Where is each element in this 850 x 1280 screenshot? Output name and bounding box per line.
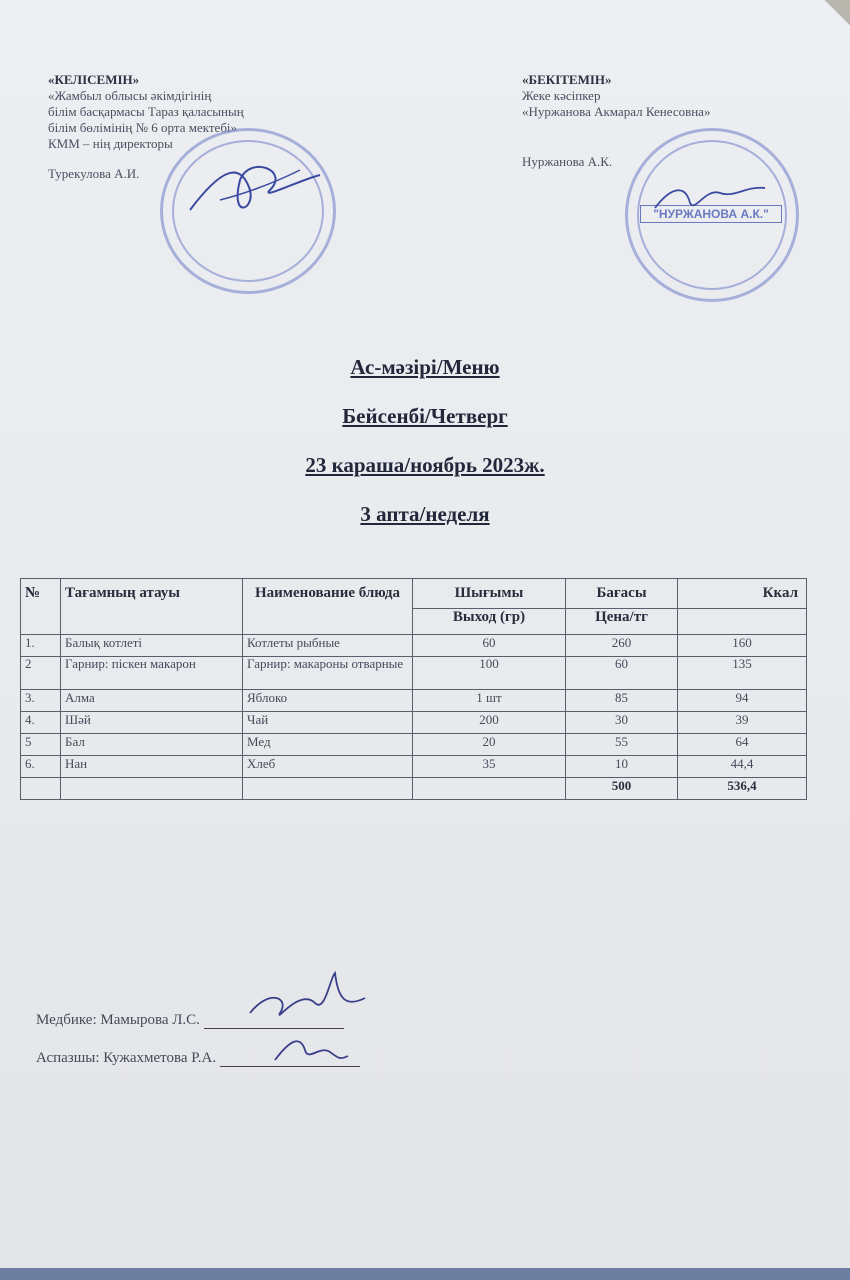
cell-no: 6. xyxy=(21,756,61,778)
seal-name-label: "НУРЖАНОВА А.К." xyxy=(640,205,782,223)
menu-table xyxy=(20,578,807,800)
total-price: 500 xyxy=(566,778,678,800)
cell-price: 260 xyxy=(566,635,678,657)
approver-signature xyxy=(650,178,770,218)
totals-row xyxy=(21,778,807,800)
table-row xyxy=(21,712,807,734)
nurse-signature xyxy=(240,968,370,1028)
menu-title: Ас-мәзірі/Меню xyxy=(350,355,500,379)
cell-kcal: 64 xyxy=(678,734,807,756)
approved-title: «БЕКІТЕМІН» xyxy=(522,72,612,87)
cell-kcal: 160 xyxy=(678,635,807,657)
cell-name-kz: Балық котлеті xyxy=(61,635,243,657)
cell-output: 35 xyxy=(413,756,566,778)
cell-kcal: 94 xyxy=(678,690,807,712)
cell-kcal: 39 xyxy=(678,712,807,734)
cell-name-kz: Шәй xyxy=(61,712,243,734)
table-row xyxy=(21,690,807,712)
table-row xyxy=(21,734,807,756)
cell-price: 10 xyxy=(566,756,678,778)
header-name-kz: Тағамның атауы xyxy=(61,579,243,635)
table-row xyxy=(21,657,807,690)
agreed-line-2: білім басқармасы Тараз қаласының xyxy=(48,104,244,119)
table-row xyxy=(21,756,807,778)
agreed-title: «КЕЛІСЕМІН» xyxy=(48,72,140,87)
cell-price: 60 xyxy=(566,657,678,690)
cell-output: 60 xyxy=(413,635,566,657)
cell-name-ru: Чай xyxy=(243,712,413,734)
approved-line-1: Жеке кәсіпкер xyxy=(522,88,601,103)
agreed-signer: Турекулова А.И. xyxy=(48,166,140,181)
cell-kcal: 44,4 xyxy=(678,756,807,778)
header-output-ru: Выход (гр) xyxy=(413,609,566,635)
cell-name-ru: Котлеты рыбные xyxy=(243,635,413,657)
cell-name-kz: Бал xyxy=(61,734,243,756)
agreed-line-3: білім бөлімінің № 6 орта мектебі» xyxy=(48,120,238,135)
cell-name-ru: Хлеб xyxy=(243,756,413,778)
cell-output: 1 шт xyxy=(413,690,566,712)
cell-no: 2 xyxy=(21,657,61,690)
menu-titles xyxy=(0,352,850,548)
agreed-line-4: КММ – нің директоры xyxy=(48,136,173,151)
header-name-ru: Наименование блюда xyxy=(243,579,413,635)
header-price-ru: Цена/тг xyxy=(566,609,678,635)
menu-day: Бейсенбі/Четверг xyxy=(342,404,508,428)
cell-output: 200 xyxy=(413,712,566,734)
cell-name-kz: Алма xyxy=(61,690,243,712)
header-kcal: Ккал xyxy=(678,579,807,609)
nurse-label: Медбике: Мамырова Л.С. xyxy=(36,1012,200,1028)
cell-price: 55 xyxy=(566,734,678,756)
cook-label: Аспазшы: Кужахметова Р.А. xyxy=(36,1050,217,1066)
agreed-line-1: «Жамбыл облысы әкімдігінің xyxy=(48,88,212,103)
cell-no: 1. xyxy=(21,635,61,657)
cell-price: 85 xyxy=(566,690,678,712)
cell-name-kz: Гарнир: піскен макарон xyxy=(61,657,243,690)
total-kcal: 536,4 xyxy=(678,778,807,800)
cell-price: 30 xyxy=(566,712,678,734)
cell-name-ru: Гарнир: макароны отварные xyxy=(243,657,413,690)
cell-no: 5 xyxy=(21,734,61,756)
table-row xyxy=(21,635,807,657)
header-price-kz: Бағасы xyxy=(566,579,678,609)
cell-kcal: 135 xyxy=(678,657,807,690)
cell-no: 4. xyxy=(21,712,61,734)
approved-signer: Нуржанова А.К. xyxy=(522,154,613,169)
menu-week: 3 апта/неделя xyxy=(360,502,490,526)
cell-output: 20 xyxy=(413,734,566,756)
header-output-kz: Шығымы xyxy=(413,579,566,609)
director-signature xyxy=(180,150,330,230)
header-no: № xyxy=(21,579,61,635)
menu-date: 23 караша/ноябрь 2023ж. xyxy=(305,453,545,477)
page-bottom-edge xyxy=(0,1268,850,1280)
cook-signature xyxy=(270,1030,350,1070)
approved-line-2: «Нуржанова Акмарал Кенесовна» xyxy=(522,104,711,119)
cell-name-ru: Яблоко xyxy=(243,690,413,712)
cell-name-kz: Нан xyxy=(61,756,243,778)
header-kcal-empty xyxy=(678,609,807,635)
cell-name-ru: Мед xyxy=(243,734,413,756)
cell-no: 3. xyxy=(21,690,61,712)
cell-output: 100 xyxy=(413,657,566,690)
